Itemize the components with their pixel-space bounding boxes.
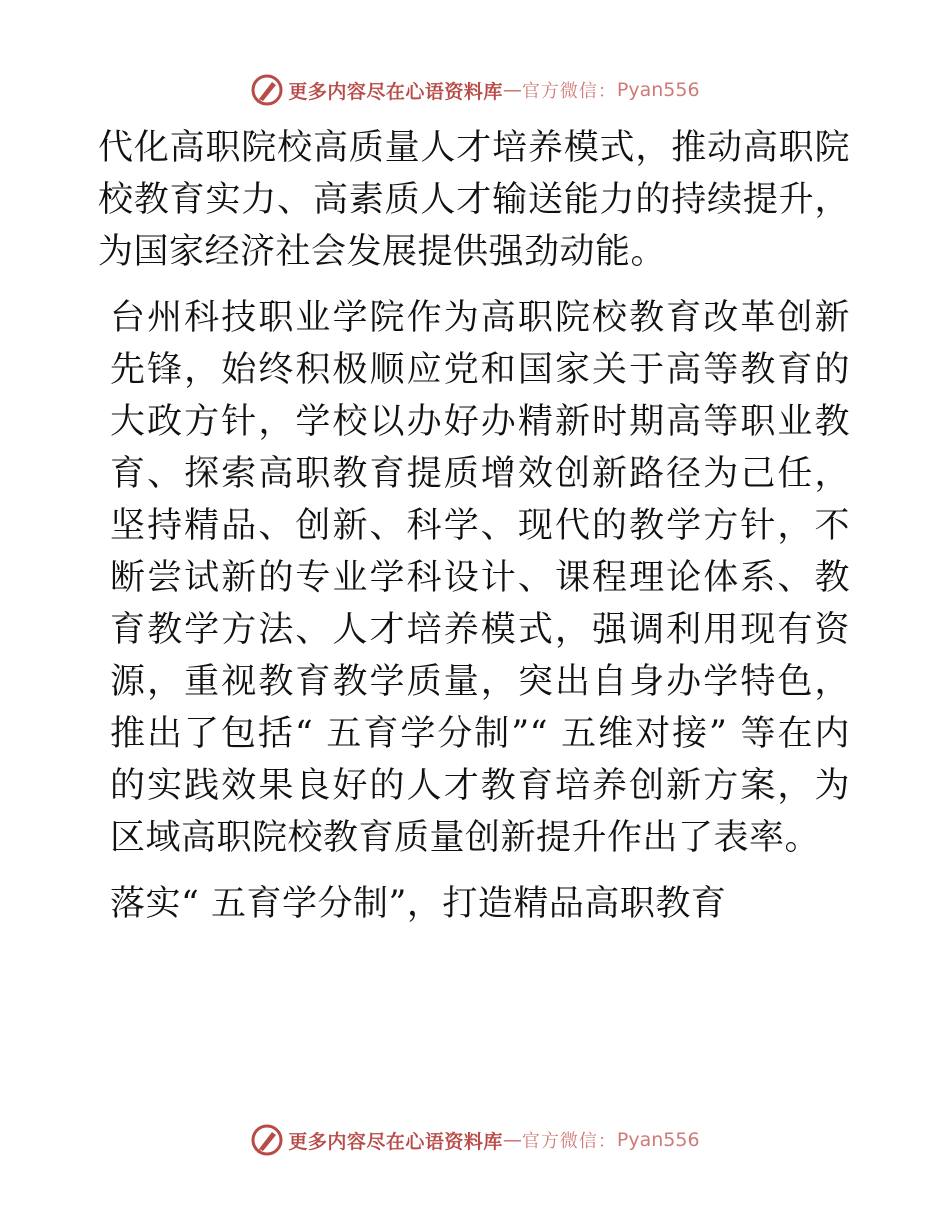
watermark-main-text: 更多内容尽在心语资料库 (288, 80, 503, 103)
paragraph-2: 台州科技职业学院作为高职院校教育改革创新先锋，始终积极顺应党和国家关于高等教育的大政方针，学校以办好办精新时期高等职业教育、探索高职教育提质增效创新路径为己任，坚持精品、创新、科学、现代的教学方针，不断尝试新的专业学科设计、课程理论体系、教育教学方法、人才培养模式，强调利用现有资源，重视教育教学质量，突出自身办学特色，推出了包括“ 五育学分制”“ 五维对接” 等在内的实践效果良好的人才教育培养创新方案，为区域高职院校教育质量创新提升作出了表率。 (110, 298, 850, 858)
watermark-wechat-id: Pyan556 (616, 79, 700, 101)
watermark-wechat-id: Pyan556 (616, 1129, 700, 1151)
watermark-wechat-label: 官方微信： (521, 1131, 617, 1152)
pen-circle-logo-icon (250, 1123, 284, 1157)
watermark-dash: — (502, 1129, 522, 1151)
section-heading: 落实“ 五育学分制”，打造精品高职教育 (110, 884, 727, 924)
header-watermark (0, 70, 950, 110)
watermark-main-text: 更多内容尽在心语资料库 (288, 1130, 503, 1153)
watermark-wechat-label: 官方微信： (521, 81, 617, 102)
paragraph-1: 代化高职院校高质量人才培养模式，推动高职院校教育实力、高素质人才输送能力的持续提升，为国家经济社会发展提供强劲动能。 (98, 128, 850, 272)
document-body (98, 122, 850, 930)
pen-circle-logo-icon (250, 73, 284, 107)
footer-watermark (0, 1120, 950, 1160)
watermark-dash: — (502, 79, 522, 101)
